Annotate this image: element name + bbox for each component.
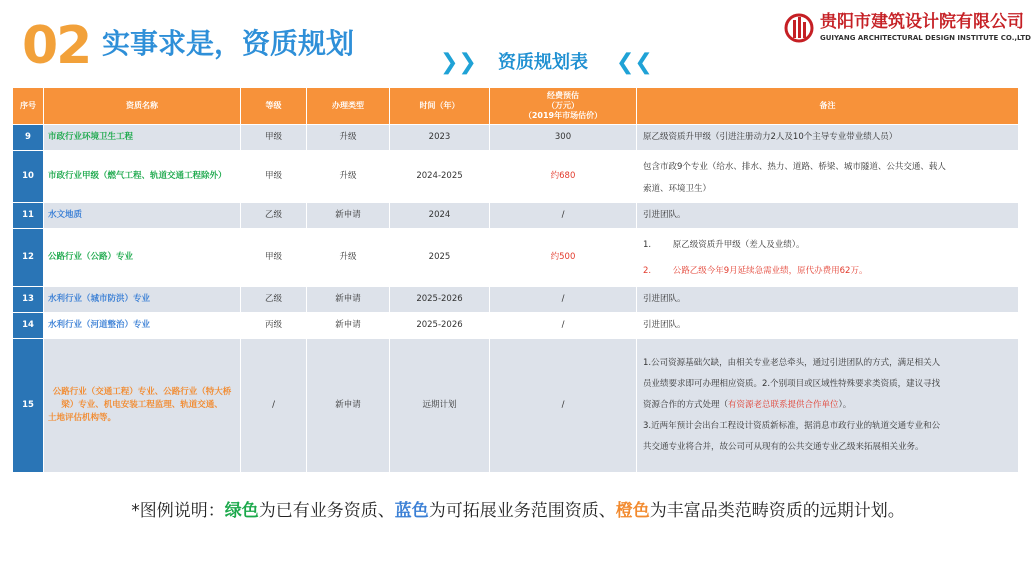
qualification-name-line: 公路行业（交通工程）专业、公路行业（特大桥梁）专业、机电安装工程监理、轨道交通、 xyxy=(52,387,232,410)
remark-line: 1. 原乙级资质升甲级（差人及业绩）。 xyxy=(643,239,805,250)
remark-line: 2. 公路乙级今年9月延续急需业绩，原代办费用62万。 xyxy=(643,265,868,276)
remark xyxy=(637,339,1019,473)
row-index: 12 xyxy=(13,229,44,287)
qualification-name: 公路行业（公路）专业 xyxy=(44,229,241,287)
table-row xyxy=(13,151,1019,203)
apply-type: 升级 xyxy=(307,229,390,287)
time: 远期计划 xyxy=(390,339,490,473)
apply-type: 升级 xyxy=(307,151,390,203)
table-row xyxy=(13,203,1019,229)
legend-orange: 橙色 xyxy=(615,501,650,521)
page-title: 实事求是，资质规划 xyxy=(102,27,355,60)
remark-highlight: 有资源老总联系提供合作单位 xyxy=(728,400,839,410)
col-header-index: 序号 xyxy=(13,88,44,125)
row-index: 15 xyxy=(13,339,44,473)
row-index: 14 xyxy=(13,313,44,339)
chevron-right-icon: ❯❯ xyxy=(440,50,477,75)
time: 2025 xyxy=(390,229,490,287)
cost: / xyxy=(490,313,637,339)
apply-type: 升级 xyxy=(307,125,390,151)
remark-line: 1.公司资源基础欠缺，由相关专业老总牵头，通过引进团队的方式，满足相关人 xyxy=(643,358,941,368)
time: 2025-2026 xyxy=(390,313,490,339)
qualification-name: 市政行业甲级（燃气工程、轨道交通工程除外） xyxy=(44,151,241,203)
remark: 引进团队。 xyxy=(637,203,1019,229)
company-name-en: GUIYANG ARCHITECTURAL DESIGN INSTITUTE CO.,LTD xyxy=(820,34,1031,42)
remark: 原乙级资质升甲级（引进注册动力2人及10个主导专业带业绩人员） xyxy=(637,125,1019,151)
remark-text: ）。 xyxy=(838,400,852,410)
grade: 乙级 xyxy=(241,287,307,313)
col-header-remark: 备注 xyxy=(637,88,1019,125)
qualification-table xyxy=(12,87,1019,473)
grade: 乙级 xyxy=(241,203,307,229)
apply-type: 新申请 xyxy=(307,313,390,339)
grade: / xyxy=(241,339,307,473)
qualification-name: 水利行业（河道整治）专业 xyxy=(44,313,241,339)
qualification-name-line: 土地评估机构等。 xyxy=(48,413,117,423)
company-logo-icon xyxy=(784,12,814,44)
remark-line: 员业绩要求即可办理相应资质。2.个别项目或区域性特殊要求类资质，建议寻找 xyxy=(643,379,941,389)
remark-line xyxy=(643,395,1014,416)
remark-text: 资源合作的方式处理（ xyxy=(643,400,729,410)
legend-green: 绿色 xyxy=(224,501,259,521)
legend-orange-text: 为丰富品类范畴资质的远期计划。 xyxy=(649,501,905,521)
qualification-name: 水利行业（城市防洪）专业 xyxy=(44,287,241,313)
remark: 引进团队。 xyxy=(637,313,1019,339)
remark-line: 3.近两年预计会出台工程设计资质新标准，据消息市政行业的轨道交通专业和公 xyxy=(643,421,941,431)
legend-blue: 蓝色 xyxy=(394,501,429,521)
grade: 甲级 xyxy=(241,229,307,287)
time: 2024 xyxy=(390,203,490,229)
grade: 甲级 xyxy=(241,125,307,151)
legend-prefix: *图例说明： xyxy=(131,501,225,521)
legend-blue-text: 为可拓展业务范围资质、 xyxy=(428,501,616,521)
table-row xyxy=(13,125,1019,151)
remark xyxy=(637,151,1019,203)
legend xyxy=(0,499,1036,523)
remark-line: 包含市政9个专业（给水、排水、热力、道路、桥梁、城市隧道、公共交通、载人 xyxy=(643,161,946,172)
apply-type: 新申请 xyxy=(307,287,390,313)
col-header-name: 资质名称 xyxy=(44,88,241,125)
cost: 约500 xyxy=(490,229,637,287)
section-number: 02 xyxy=(22,16,91,76)
cost: 300 xyxy=(490,125,637,151)
table-header-row xyxy=(13,88,1019,125)
time: 2024-2025 xyxy=(390,151,490,203)
row-index: 10 xyxy=(13,151,44,203)
cost: 约680 xyxy=(490,151,637,203)
qualification-name: 市政行业环境卫生工程 xyxy=(44,125,241,151)
apply-type: 新申请 xyxy=(307,339,390,473)
col-header-type: 办理类型 xyxy=(307,88,390,125)
cost: / xyxy=(490,203,637,229)
table-row xyxy=(13,339,1019,473)
legend-green-text: 为已有业务资质、 xyxy=(258,501,395,521)
table-row xyxy=(13,313,1019,339)
cost: / xyxy=(490,287,637,313)
remark-line: 共交通专业将合并，故公司可从现有的公共交通专业乙级来拓展相关业务。 xyxy=(643,442,924,452)
row-index: 9 xyxy=(13,125,44,151)
remark: 引进团队。 xyxy=(637,287,1019,313)
row-index: 11 xyxy=(13,203,44,229)
qualification-name xyxy=(44,339,241,473)
table-row xyxy=(13,287,1019,313)
table-row xyxy=(13,229,1019,287)
chevron-left-icon: ❮❮ xyxy=(616,50,653,75)
remark-line: 索道、环境卫生） xyxy=(643,183,712,194)
remark xyxy=(637,229,1019,287)
table-subtitle xyxy=(440,50,670,76)
time: 2023 xyxy=(390,125,490,151)
grade: 甲级 xyxy=(241,151,307,203)
col-header-cost: 经费预估 （万元） （2019年市场估价） xyxy=(490,88,637,125)
apply-type: 新申请 xyxy=(307,203,390,229)
row-index: 13 xyxy=(13,287,44,313)
col-header-grade: 等级 xyxy=(241,88,307,125)
cost: / xyxy=(490,339,637,473)
company-logo xyxy=(784,12,1031,46)
qualification-name: 水文地质 xyxy=(44,203,241,229)
time: 2025-2026 xyxy=(390,287,490,313)
company-name-cn: 贵阳市建筑设计院有限公司 xyxy=(820,12,1024,32)
grade: 丙级 xyxy=(241,313,307,339)
col-header-time: 时间（年） xyxy=(390,88,490,125)
table-subtitle-label: 资质规划表 xyxy=(498,52,588,73)
